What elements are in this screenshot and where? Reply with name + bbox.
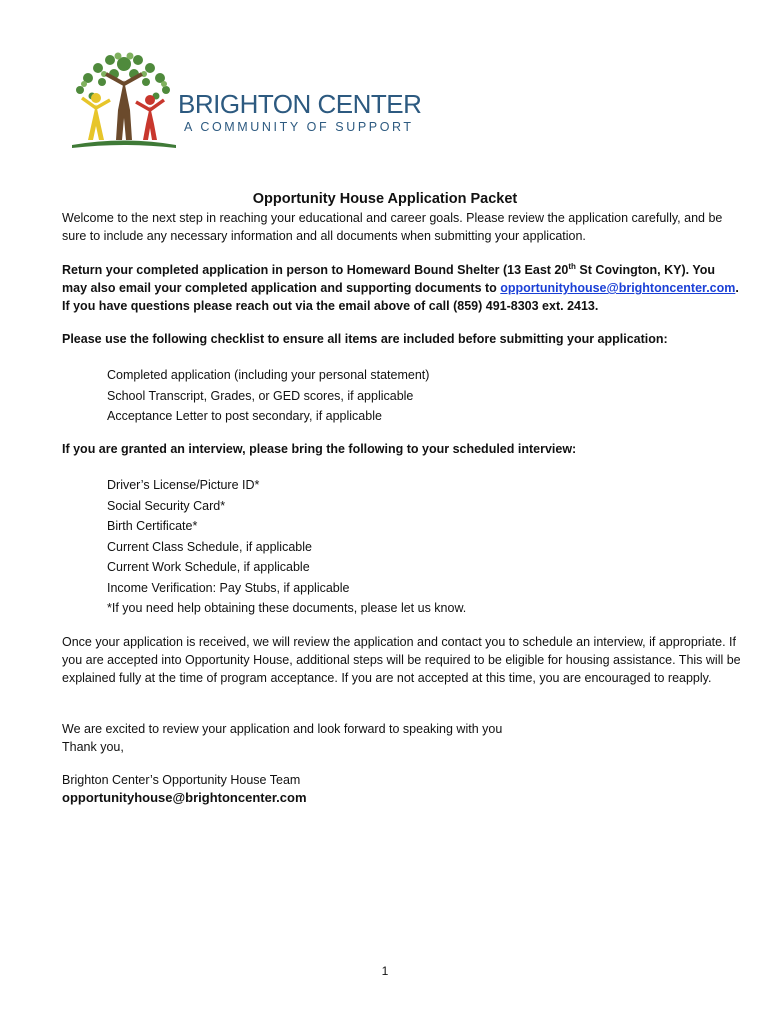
return-instructions (62, 261, 742, 315)
signature-email: opportunityhouse@brightoncenter.com (62, 790, 307, 805)
list-item: *If you need help obtaining these documents, please let us know. (107, 601, 467, 615)
checklist-heading: Please use the following checklist to ensure all items are included before submitting your application: (62, 332, 668, 346)
email-link[interactable]: opportunityhouse@brightoncenter.com (500, 281, 736, 295)
list-item: Social Security Card* (107, 498, 226, 513)
brand-tagline: A COMMUNITY OF SUPPORT (184, 120, 414, 134)
interview-list (107, 475, 727, 619)
brighton-center-logo (66, 50, 426, 152)
brand-name: BRIGHTON CENTER (178, 89, 422, 119)
list-item: Acceptance Letter to post secondary, if applicable (107, 409, 382, 423)
list-item: Completed application (including your personal statement) (107, 368, 430, 382)
signature-team: Brighton Center’s Opportunity House Team (62, 773, 301, 787)
closing-block (62, 720, 742, 756)
signature-block (62, 771, 742, 807)
list-item: School Transcript, Grades, or GED scores, if applicable (107, 388, 414, 403)
return-text-2: St Covington, KY). You may also email your completed application and supporting documents to (62, 263, 716, 295)
list-item: Driver’s License/Picture ID* (107, 478, 260, 492)
page-number: 1 (381, 964, 389, 978)
return-text-1: Return your completed application in person to Homeward Bound Shelter (13 East 20 (62, 263, 569, 277)
page-title: Opportunity House Application Packet (252, 191, 518, 207)
closing-line: We are excited to review your application and look forward to speaking with you (62, 722, 503, 736)
list-item: Birth Certificate* (107, 519, 198, 533)
tree-people-icon (66, 50, 181, 152)
thanks-line: Thank you, (62, 740, 124, 754)
return-text-3: . If you have questions please reach out via the email above of call (859) 491-8303 ext. 2413. (62, 281, 739, 313)
list-item: Current Work Schedule, if applicable (107, 560, 310, 574)
ordinal-suffix: th (568, 261, 576, 271)
list-item: Income Verification: Pay Stubs, if applicable (107, 580, 350, 595)
list-item: Current Class Schedule, if applicable (107, 539, 312, 554)
interview-heading: If you are granted an interview, please bring the following to your scheduled interview: (62, 442, 577, 456)
intro-text: Welcome to the next step in reaching your educational and career goals. Please review the application carefully, and be sure to include any necessary information and all documents when submitting your application. (62, 211, 723, 243)
review-paragraph (62, 633, 742, 687)
checklist (107, 365, 727, 427)
intro-paragraph (62, 209, 742, 245)
review-text: Once your application is received, we will review the application and contact you to schedule an interview, if appropriate. If you are accepted into Opportunity House, additional steps will be required to be eligible for housing assistance. This will be explained fully at the time of program acceptance. If you are not accepted at this time, you are encouraged to reapply. (62, 635, 741, 685)
